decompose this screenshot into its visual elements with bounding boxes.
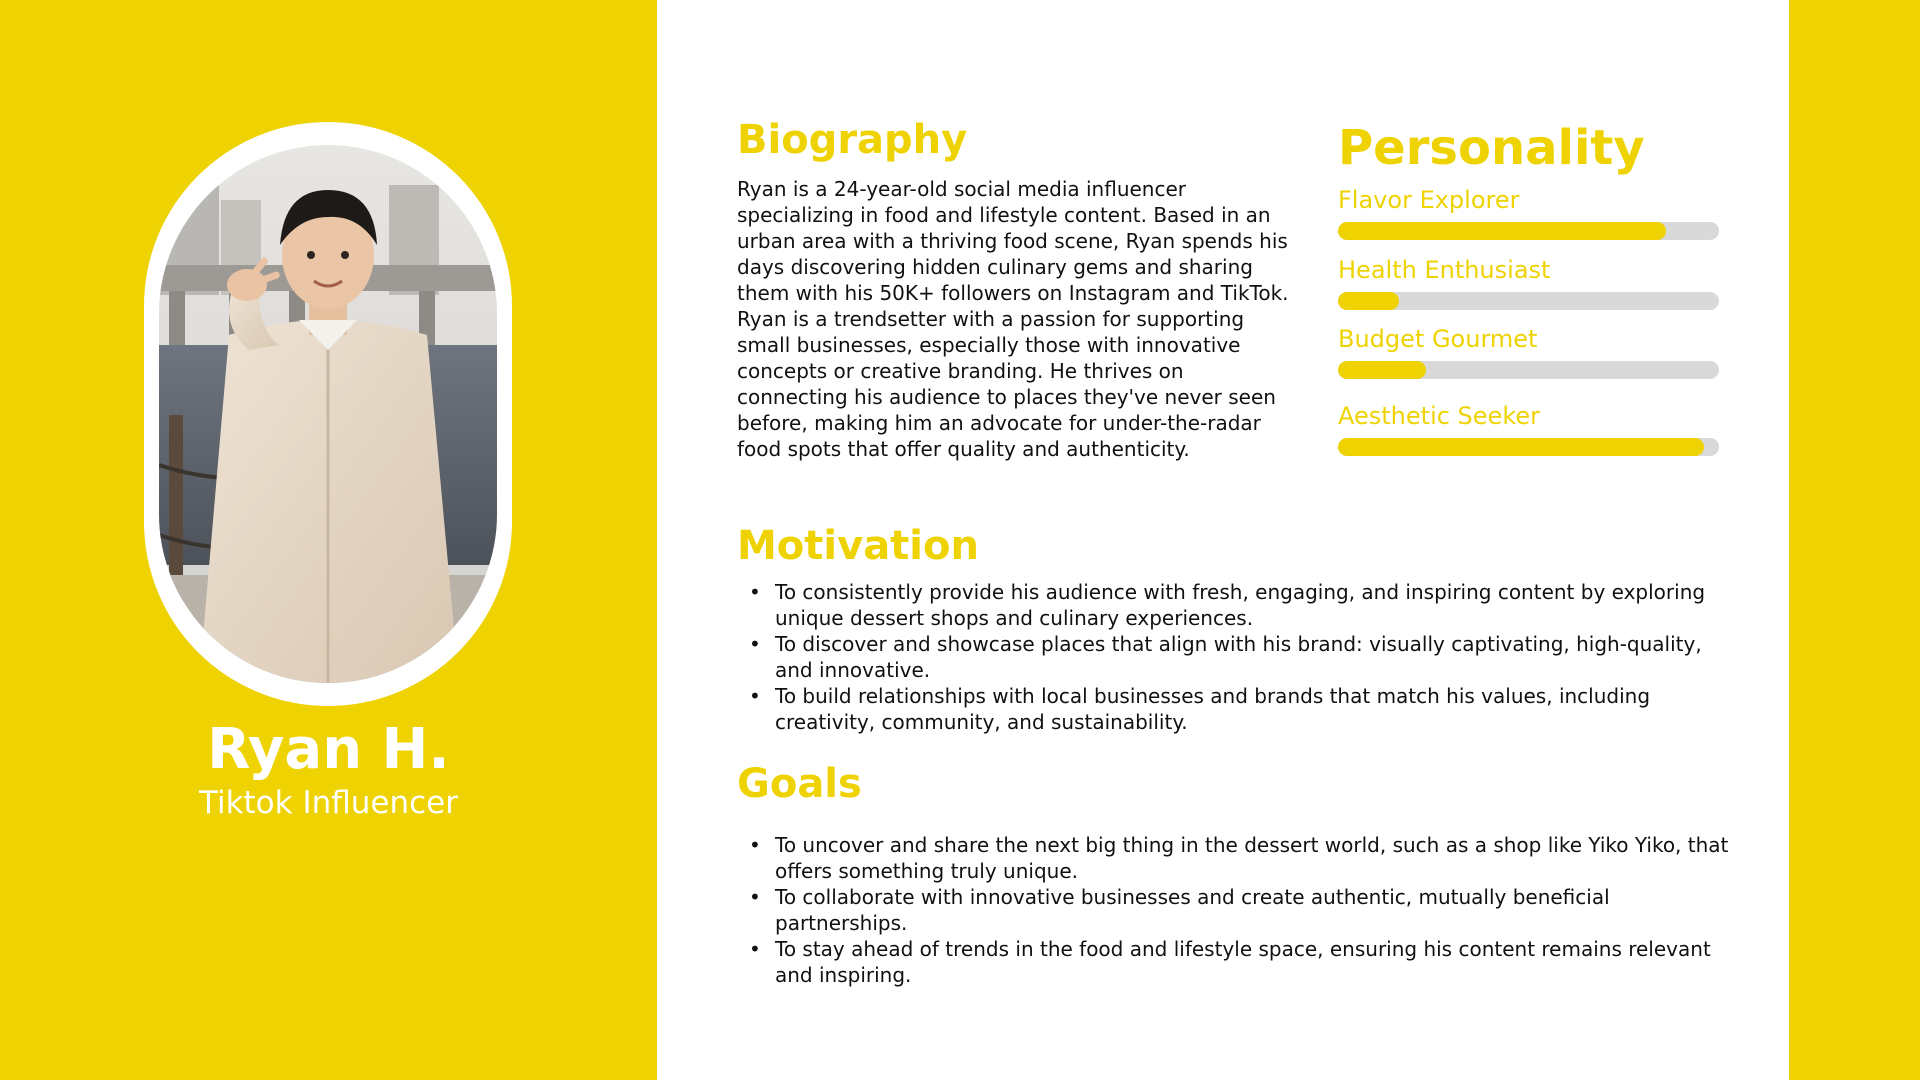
list-item: • To consistently provide his audience with fresh, engaging, and inspiring content by exploring unique dessert shops and culinary experiences. (737, 579, 1737, 631)
goals-heading: Goals (737, 761, 862, 807)
persona-name: Ryan H. (207, 717, 450, 782)
list-item: • To collaborate with innovative businesses and create authentic, mutually beneficial partnerships. (737, 884, 1737, 936)
trait-label: Health Enthusiast (1338, 256, 1551, 284)
trait-bar-fill (1338, 222, 1666, 240)
biography-heading: Biography (737, 117, 968, 163)
motivation-heading: Motivation (737, 523, 979, 569)
trait-flavor-explorer (1338, 184, 1722, 240)
list-item: • To stay ahead of trends in the food and lifestyle space, ensuring his content remains relevant and inspiring. (737, 936, 1737, 988)
person-photo-icon (159, 145, 497, 683)
list-item: • To discover and showcase places that align with his brand: visually captivating, high-quality, and innovative. (737, 631, 1737, 683)
trait-bar-fill (1338, 438, 1704, 456)
trait-label: Budget Gourmet (1338, 325, 1538, 353)
profile-photo (159, 145, 497, 683)
trait-bar-fill (1338, 361, 1426, 379)
trait-bar (1338, 438, 1719, 456)
accent-strip (1789, 0, 1920, 1080)
trait-budget-gourmet (1338, 323, 1722, 379)
personality-heading: Personality (1338, 120, 1645, 176)
list-item: • To build relationships with local businesses and brands that match his values, including creativity, community, and sustainability. (737, 683, 1737, 735)
trait-bar (1338, 292, 1719, 310)
biography-text: Ryan is a 24-year-old social media influencer specializing in food and lifestyle content. Based in an urban area with a thriving food scene, Ryan spends his days discovering hidden culinary gems and sharing them with his 50K+ followers on Instagram and TikTok. Ryan is a trendsetter with a passion for supporting small businesses, especially those with innovative concepts or creative branding. He thrives on connecting his audience to places they've never seen before, making him an advocate for under-the-radar food spots that offer quality and authenticity. (737, 177, 1289, 461)
motivation-list (737, 579, 1737, 735)
list-item: • To uncover and share the next big thing in the dessert world, such as a shop like Yiko Yiko, that offers something truly unique. (737, 832, 1737, 884)
trait-label: Flavor Explorer (1338, 186, 1520, 214)
trait-aesthetic-seeker (1338, 400, 1722, 456)
trait-health-enthusiast (1338, 254, 1722, 310)
trait-bar (1338, 361, 1719, 379)
goals-list (737, 832, 1737, 988)
trait-bar-fill (1338, 292, 1399, 310)
trait-label: Aesthetic Seeker (1338, 402, 1540, 430)
persona-role: Tiktok Influencer (198, 785, 459, 821)
trait-bar (1338, 222, 1719, 240)
